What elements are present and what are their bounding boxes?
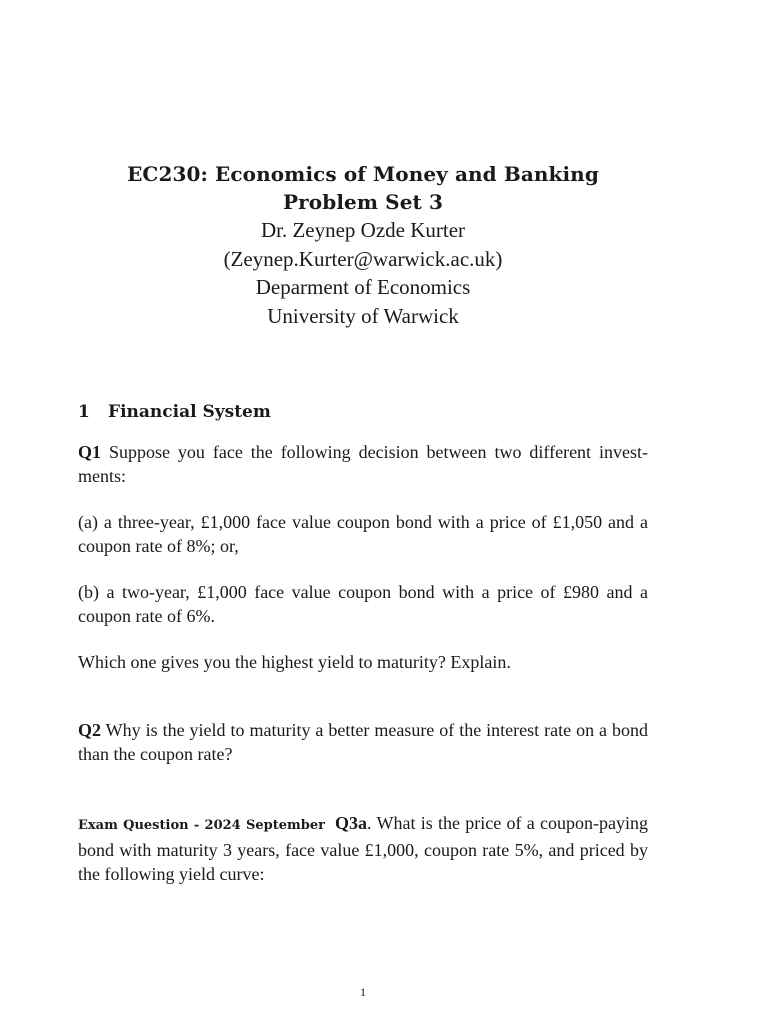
author-name: Dr. Zeynep Ozde Kurter [260, 218, 466, 242]
q2-label: Q2 [78, 720, 102, 740]
q3-paragraph [78, 811, 648, 886]
section-title: Financial System [108, 402, 271, 422]
q2-paragraph [78, 718, 648, 766]
section-number: 1 [78, 402, 90, 422]
exam-question-label: Exam Question - 2024 September [78, 818, 326, 833]
course-title: EC230: Economics of Money and Banking [127, 162, 599, 186]
page-number: 1 [360, 985, 366, 999]
title-block [0, 160, 726, 330]
section-heading [78, 402, 271, 422]
author-email: (Zeynep.Kurter@warwick.ac.uk) [223, 246, 503, 271]
q3-text: . What is the price of a coupon-paying bond with maturity 3 years, face value £1,000, coupon rate 5%, and priced by the following yield curve: [78, 813, 648, 884]
department: Deparment of Economics [255, 275, 471, 299]
q1-question: Which one gives you the highest yield to maturity? Explain. [78, 652, 511, 672]
q3-label: Q3a [335, 813, 368, 833]
q1-text: Suppose you face the following decision between two different invest-ments: [78, 442, 648, 486]
q2-text: Why is the yield to maturity a better measure of the interest rate on a bond than the coupon rate? [78, 720, 648, 764]
q1-label: Q1 [78, 442, 102, 462]
problem-set-title: Problem Set 3 [283, 190, 443, 214]
university: University of Warwick [267, 303, 459, 328]
q1-option-b: (b) a two-year, £1,000 face value coupon bond with a price of £980 and a coupon rate of 6%. [78, 582, 648, 626]
q1-option-a: (a) a three-year, £1,000 face value coupon bond with a price of £1,050 and a coupon rate of 8%; or, [78, 512, 648, 556]
q1-intro [78, 440, 648, 488]
